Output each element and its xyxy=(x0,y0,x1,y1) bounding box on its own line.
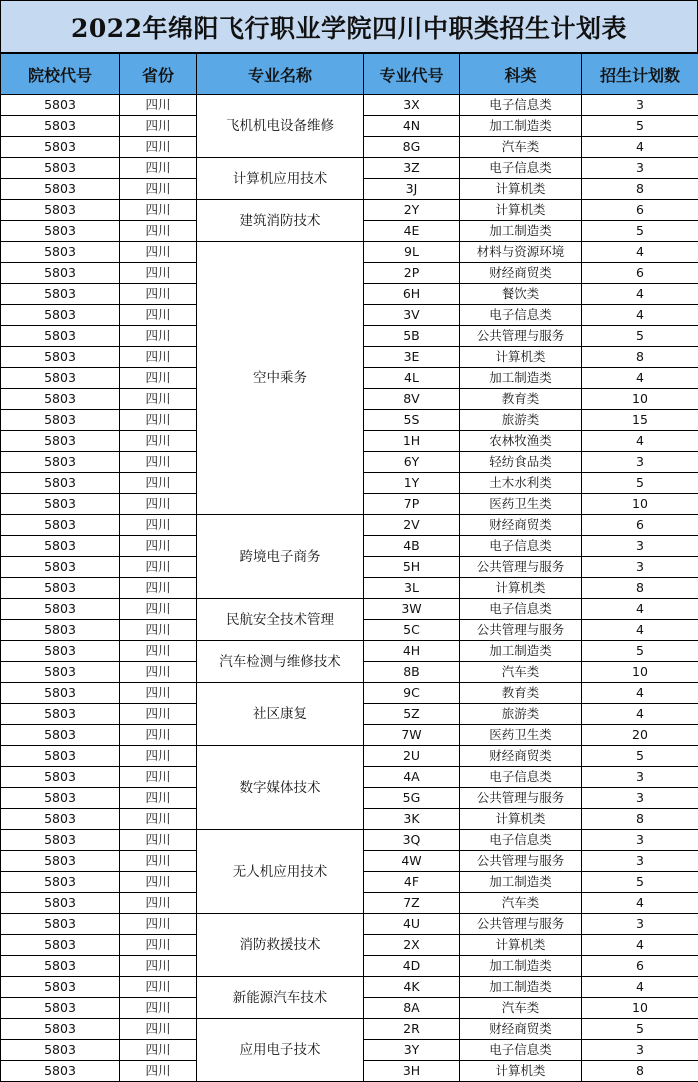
cell-major-code: 4U xyxy=(364,914,460,935)
cell-plan-count: 3 xyxy=(582,557,698,578)
cell-school-code: 5803 xyxy=(1,641,120,662)
cell-plan-count: 4 xyxy=(582,683,698,704)
cell-province: 四川 xyxy=(120,1040,197,1061)
cell-major-code: 8G xyxy=(364,137,460,158)
cell-school-code: 5803 xyxy=(1,116,120,137)
cell-major-code: 4H xyxy=(364,641,460,662)
table-row xyxy=(1,746,698,767)
cell-category: 医药卫生类 xyxy=(460,494,582,515)
cell-major-code: 2V xyxy=(364,515,460,536)
cell-category: 公共管理与服务 xyxy=(460,557,582,578)
cell-school-code: 5803 xyxy=(1,536,120,557)
cell-category: 农林牧渔类 xyxy=(460,431,582,452)
cell-major-code: 2P xyxy=(364,263,460,284)
cell-plan-count: 5 xyxy=(582,116,698,137)
cell-plan-count: 5 xyxy=(582,872,698,893)
cell-category: 计算机类 xyxy=(460,935,582,956)
cell-category: 计算机类 xyxy=(460,809,582,830)
cell-category: 旅游类 xyxy=(460,410,582,431)
cell-major-code: 8V xyxy=(364,389,460,410)
header-major-code: 专业代号 xyxy=(364,54,460,95)
cell-major-code: 2R xyxy=(364,1019,460,1040)
cell-major-code: 6H xyxy=(364,284,460,305)
cell-category: 公共管理与服务 xyxy=(460,326,582,347)
cell-province: 四川 xyxy=(120,557,197,578)
cell-school-code: 5803 xyxy=(1,914,120,935)
cell-province: 四川 xyxy=(120,242,197,263)
cell-major-name: 应用电子技术 xyxy=(197,1019,364,1082)
cell-province: 四川 xyxy=(120,935,197,956)
table-row xyxy=(1,830,698,851)
cell-school-code: 5803 xyxy=(1,578,120,599)
table-row xyxy=(1,599,698,620)
cell-plan-count: 4 xyxy=(582,305,698,326)
cell-school-code: 5803 xyxy=(1,851,120,872)
cell-plan-count: 4 xyxy=(582,893,698,914)
cell-school-code: 5803 xyxy=(1,263,120,284)
cell-province: 四川 xyxy=(120,620,197,641)
cell-school-code: 5803 xyxy=(1,1019,120,1040)
cell-major-name: 建筑消防技术 xyxy=(197,200,364,242)
cell-major-code: 4D xyxy=(364,956,460,977)
cell-category: 电子信息类 xyxy=(460,158,582,179)
header-plan-count: 招生计划数 xyxy=(582,54,698,95)
cell-major-code: 6Y xyxy=(364,452,460,473)
cell-category: 汽车类 xyxy=(460,893,582,914)
cell-category: 加工制造类 xyxy=(460,221,582,242)
cell-province: 四川 xyxy=(120,473,197,494)
cell-province: 四川 xyxy=(120,893,197,914)
enrollment-table xyxy=(0,53,698,1082)
cell-school-code: 5803 xyxy=(1,452,120,473)
cell-school-code: 5803 xyxy=(1,494,120,515)
cell-province: 四川 xyxy=(120,116,197,137)
cell-plan-count: 8 xyxy=(582,179,698,200)
cell-plan-count: 4 xyxy=(582,704,698,725)
cell-major-code: 9L xyxy=(364,242,460,263)
cell-plan-count: 6 xyxy=(582,263,698,284)
cell-school-code: 5803 xyxy=(1,893,120,914)
cell-plan-count: 3 xyxy=(582,767,698,788)
cell-category: 电子信息类 xyxy=(460,536,582,557)
cell-plan-count: 10 xyxy=(582,494,698,515)
cell-category: 财经商贸类 xyxy=(460,746,582,767)
cell-province: 四川 xyxy=(120,809,197,830)
cell-province: 四川 xyxy=(120,95,197,116)
cell-province: 四川 xyxy=(120,536,197,557)
cell-province: 四川 xyxy=(120,641,197,662)
table-row xyxy=(1,641,698,662)
table-row xyxy=(1,1019,698,1040)
cell-major-code: 7W xyxy=(364,725,460,746)
cell-school-code: 5803 xyxy=(1,662,120,683)
cell-plan-count: 3 xyxy=(582,536,698,557)
cell-school-code: 5803 xyxy=(1,305,120,326)
cell-major-code: 5H xyxy=(364,557,460,578)
cell-major-name: 民航安全技术管理 xyxy=(197,599,364,641)
cell-major-code: 3W xyxy=(364,599,460,620)
cell-major-code: 4E xyxy=(364,221,460,242)
cell-province: 四川 xyxy=(120,347,197,368)
cell-major-name: 社区康复 xyxy=(197,683,364,746)
cell-category: 计算机类 xyxy=(460,578,582,599)
cell-major-code: 4A xyxy=(364,767,460,788)
cell-category: 电子信息类 xyxy=(460,95,582,116)
cell-category: 电子信息类 xyxy=(460,599,582,620)
cell-school-code: 5803 xyxy=(1,284,120,305)
cell-province: 四川 xyxy=(120,662,197,683)
cell-school-code: 5803 xyxy=(1,137,120,158)
cell-major-code: 4N xyxy=(364,116,460,137)
cell-major-code: 8A xyxy=(364,998,460,1019)
cell-province: 四川 xyxy=(120,746,197,767)
cell-major-code: 3X xyxy=(364,95,460,116)
cell-category: 材料与资源环境 xyxy=(460,242,582,263)
cell-major-code: 9C xyxy=(364,683,460,704)
cell-province: 四川 xyxy=(120,263,197,284)
cell-major-code: 3V xyxy=(364,305,460,326)
cell-plan-count: 10 xyxy=(582,998,698,1019)
cell-province: 四川 xyxy=(120,1019,197,1040)
cell-plan-count: 3 xyxy=(582,914,698,935)
cell-category: 加工制造类 xyxy=(460,872,582,893)
cell-plan-count: 6 xyxy=(582,956,698,977)
cell-province: 四川 xyxy=(120,599,197,620)
cell-plan-count: 10 xyxy=(582,389,698,410)
cell-school-code: 5803 xyxy=(1,620,120,641)
cell-school-code: 5803 xyxy=(1,767,120,788)
cell-province: 四川 xyxy=(120,578,197,599)
cell-category: 计算机类 xyxy=(460,1061,582,1082)
table-row xyxy=(1,977,698,998)
cell-plan-count: 8 xyxy=(582,809,698,830)
cell-major-code: 2Y xyxy=(364,200,460,221)
cell-school-code: 5803 xyxy=(1,830,120,851)
cell-category: 电子信息类 xyxy=(460,767,582,788)
cell-category: 计算机类 xyxy=(460,200,582,221)
cell-category: 餐饮类 xyxy=(460,284,582,305)
cell-province: 四川 xyxy=(120,767,197,788)
cell-category: 公共管理与服务 xyxy=(460,788,582,809)
cell-province: 四川 xyxy=(120,515,197,536)
cell-category: 土木水利类 xyxy=(460,473,582,494)
cell-school-code: 5803 xyxy=(1,473,120,494)
cell-province: 四川 xyxy=(120,284,197,305)
cell-major-code: 3E xyxy=(364,347,460,368)
header-major-name: 专业名称 xyxy=(197,54,364,95)
cell-major-code: 2U xyxy=(364,746,460,767)
cell-plan-count: 5 xyxy=(582,473,698,494)
cell-school-code: 5803 xyxy=(1,179,120,200)
cell-school-code: 5803 xyxy=(1,1040,120,1061)
cell-province: 四川 xyxy=(120,851,197,872)
cell-category: 电子信息类 xyxy=(460,1040,582,1061)
cell-plan-count: 8 xyxy=(582,347,698,368)
cell-category: 汽车类 xyxy=(460,137,582,158)
cell-category: 加工制造类 xyxy=(460,116,582,137)
cell-major-code: 3Y xyxy=(364,1040,460,1061)
cell-plan-count: 10 xyxy=(582,662,698,683)
cell-category: 教育类 xyxy=(460,389,582,410)
table-body xyxy=(1,95,698,1082)
cell-province: 四川 xyxy=(120,914,197,935)
cell-school-code: 5803 xyxy=(1,935,120,956)
cell-major-code: 5C xyxy=(364,620,460,641)
cell-province: 四川 xyxy=(120,956,197,977)
cell-plan-count: 8 xyxy=(582,578,698,599)
cell-major-code: 3Z xyxy=(364,158,460,179)
table-row xyxy=(1,683,698,704)
cell-school-code: 5803 xyxy=(1,557,120,578)
cell-category: 教育类 xyxy=(460,683,582,704)
page-title: 2022年绵阳飞行职业学院四川中职类招生计划表 xyxy=(0,0,698,53)
cell-major-code: 7P xyxy=(364,494,460,515)
cell-major-code: 2X xyxy=(364,935,460,956)
cell-major-code: 5G xyxy=(364,788,460,809)
cell-plan-count: 3 xyxy=(582,158,698,179)
cell-school-code: 5803 xyxy=(1,242,120,263)
cell-province: 四川 xyxy=(120,704,197,725)
cell-major-code: 5B xyxy=(364,326,460,347)
cell-province: 四川 xyxy=(120,200,197,221)
cell-category: 轻纺食品类 xyxy=(460,452,582,473)
cell-school-code: 5803 xyxy=(1,788,120,809)
cell-plan-count: 15 xyxy=(582,410,698,431)
cell-school-code: 5803 xyxy=(1,410,120,431)
header-school-code: 院校代号 xyxy=(1,54,120,95)
cell-category: 汽车类 xyxy=(460,998,582,1019)
cell-school-code: 5803 xyxy=(1,347,120,368)
cell-category: 计算机类 xyxy=(460,179,582,200)
cell-major-name: 计算机应用技术 xyxy=(197,158,364,200)
cell-major-code: 3Q xyxy=(364,830,460,851)
cell-category: 加工制造类 xyxy=(460,977,582,998)
cell-province: 四川 xyxy=(120,368,197,389)
cell-major-code: 3J xyxy=(364,179,460,200)
cell-major-code: 4L xyxy=(364,368,460,389)
cell-plan-count: 5 xyxy=(582,1019,698,1040)
cell-category: 加工制造类 xyxy=(460,956,582,977)
cell-category: 公共管理与服务 xyxy=(460,620,582,641)
cell-major-code: 7Z xyxy=(364,893,460,914)
cell-plan-count: 6 xyxy=(582,515,698,536)
cell-school-code: 5803 xyxy=(1,977,120,998)
cell-school-code: 5803 xyxy=(1,683,120,704)
cell-plan-count: 6 xyxy=(582,200,698,221)
cell-major-code: 3L xyxy=(364,578,460,599)
cell-plan-count: 20 xyxy=(582,725,698,746)
cell-category: 旅游类 xyxy=(460,704,582,725)
cell-category: 财经商贸类 xyxy=(460,515,582,536)
cell-category: 财经商贸类 xyxy=(460,1019,582,1040)
cell-school-code: 5803 xyxy=(1,746,120,767)
cell-major-code: 8B xyxy=(364,662,460,683)
table-row xyxy=(1,200,698,221)
header-row xyxy=(1,54,698,95)
cell-major-code: 5Z xyxy=(364,704,460,725)
cell-province: 四川 xyxy=(120,788,197,809)
cell-school-code: 5803 xyxy=(1,431,120,452)
cell-province: 四川 xyxy=(120,977,197,998)
cell-category: 公共管理与服务 xyxy=(460,851,582,872)
cell-major-code: 3H xyxy=(364,1061,460,1082)
cell-category: 公共管理与服务 xyxy=(460,914,582,935)
cell-plan-count: 5 xyxy=(582,641,698,662)
cell-school-code: 5803 xyxy=(1,956,120,977)
cell-school-code: 5803 xyxy=(1,389,120,410)
cell-plan-count: 3 xyxy=(582,95,698,116)
table-row xyxy=(1,242,698,263)
cell-province: 四川 xyxy=(120,452,197,473)
cell-plan-count: 4 xyxy=(582,137,698,158)
cell-category: 计算机类 xyxy=(460,347,582,368)
cell-province: 四川 xyxy=(120,137,197,158)
cell-major-name: 飞机机电设备维修 xyxy=(197,95,364,158)
cell-province: 四川 xyxy=(120,431,197,452)
cell-major-name: 消防救援技术 xyxy=(197,914,364,977)
table-row xyxy=(1,95,698,116)
cell-major-name: 跨境电子商务 xyxy=(197,515,364,599)
cell-major-name: 汽车检测与维修技术 xyxy=(197,641,364,683)
cell-province: 四川 xyxy=(120,494,197,515)
cell-plan-count: 4 xyxy=(582,242,698,263)
cell-plan-count: 5 xyxy=(582,746,698,767)
cell-province: 四川 xyxy=(120,389,197,410)
cell-province: 四川 xyxy=(120,830,197,851)
header-province: 省份 xyxy=(120,54,197,95)
cell-major-code: 4W xyxy=(364,851,460,872)
cell-plan-count: 3 xyxy=(582,1040,698,1061)
cell-category: 电子信息类 xyxy=(460,305,582,326)
cell-school-code: 5803 xyxy=(1,809,120,830)
cell-school-code: 5803 xyxy=(1,704,120,725)
cell-school-code: 5803 xyxy=(1,872,120,893)
cell-plan-count: 3 xyxy=(582,851,698,872)
cell-major-code: 1H xyxy=(364,431,460,452)
cell-major-code: 5S xyxy=(364,410,460,431)
cell-province: 四川 xyxy=(120,683,197,704)
cell-category: 加工制造类 xyxy=(460,368,582,389)
cell-plan-count: 4 xyxy=(582,599,698,620)
cell-school-code: 5803 xyxy=(1,158,120,179)
cell-province: 四川 xyxy=(120,725,197,746)
cell-school-code: 5803 xyxy=(1,200,120,221)
cell-school-code: 5803 xyxy=(1,95,120,116)
cell-province: 四川 xyxy=(120,158,197,179)
cell-school-code: 5803 xyxy=(1,599,120,620)
cell-category: 医药卫生类 xyxy=(460,725,582,746)
cell-major-name: 数字媒体技术 xyxy=(197,746,364,830)
cell-plan-count: 4 xyxy=(582,935,698,956)
table-row xyxy=(1,515,698,536)
table-row xyxy=(1,158,698,179)
cell-major-code: 4F xyxy=(364,872,460,893)
cell-plan-count: 4 xyxy=(582,368,698,389)
cell-plan-count: 4 xyxy=(582,284,698,305)
cell-plan-count: 4 xyxy=(582,620,698,641)
cell-plan-count: 3 xyxy=(582,788,698,809)
cell-major-code: 4B xyxy=(364,536,460,557)
cell-plan-count: 5 xyxy=(582,326,698,347)
cell-plan-count: 8 xyxy=(582,1061,698,1082)
cell-school-code: 5803 xyxy=(1,1061,120,1082)
cell-province: 四川 xyxy=(120,410,197,431)
cell-province: 四川 xyxy=(120,1061,197,1082)
cell-category: 财经商贸类 xyxy=(460,263,582,284)
cell-school-code: 5803 xyxy=(1,725,120,746)
cell-school-code: 5803 xyxy=(1,221,120,242)
cell-major-name: 新能源汽车技术 xyxy=(197,977,364,1019)
cell-province: 四川 xyxy=(120,179,197,200)
cell-major-code: 4K xyxy=(364,977,460,998)
table-row xyxy=(1,914,698,935)
cell-province: 四川 xyxy=(120,998,197,1019)
cell-category: 电子信息类 xyxy=(460,830,582,851)
cell-major-name: 无人机应用技术 xyxy=(197,830,364,914)
cell-school-code: 5803 xyxy=(1,368,120,389)
cell-province: 四川 xyxy=(120,221,197,242)
cell-plan-count: 3 xyxy=(582,452,698,473)
cell-major-code: 1Y xyxy=(364,473,460,494)
cell-school-code: 5803 xyxy=(1,998,120,1019)
cell-plan-count: 4 xyxy=(582,977,698,998)
cell-category: 汽车类 xyxy=(460,662,582,683)
cell-plan-count: 3 xyxy=(582,830,698,851)
cell-major-name: 空中乘务 xyxy=(197,242,364,515)
cell-plan-count: 4 xyxy=(582,431,698,452)
cell-school-code: 5803 xyxy=(1,515,120,536)
cell-plan-count: 5 xyxy=(582,221,698,242)
cell-major-code: 3K xyxy=(364,809,460,830)
cell-province: 四川 xyxy=(120,872,197,893)
cell-school-code: 5803 xyxy=(1,326,120,347)
cell-category: 加工制造类 xyxy=(460,641,582,662)
header-category: 科类 xyxy=(460,54,582,95)
cell-province: 四川 xyxy=(120,326,197,347)
cell-province: 四川 xyxy=(120,305,197,326)
